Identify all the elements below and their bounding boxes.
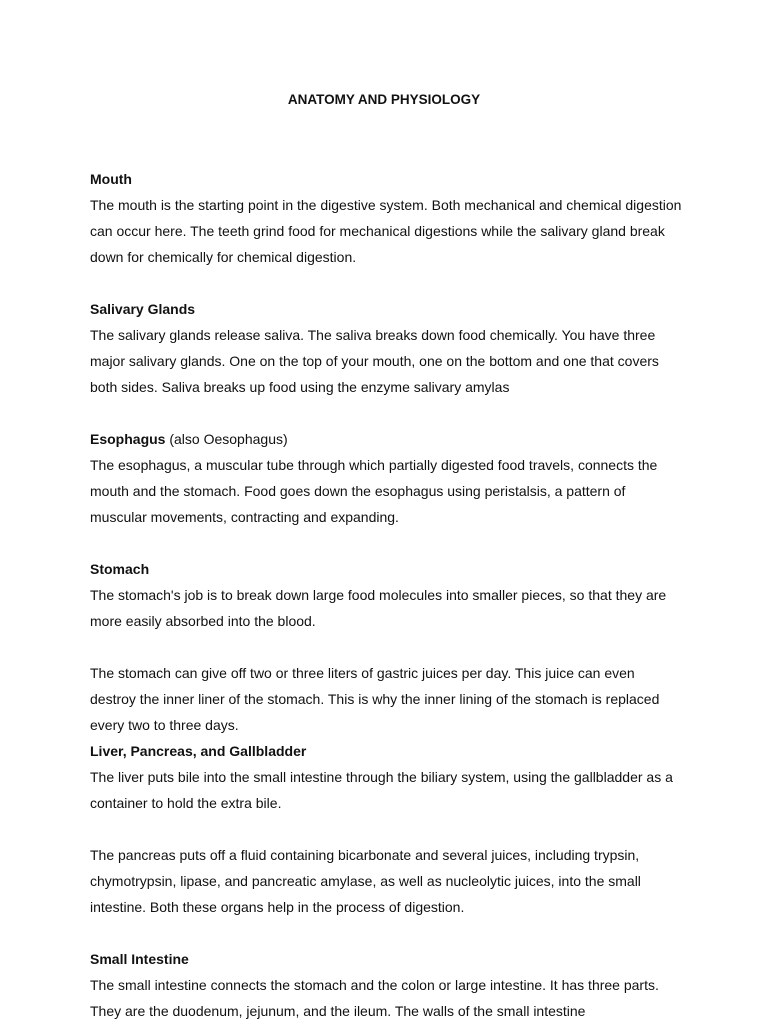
section-paragraph: The stomach can give off two or three liters of gastric juices per day. This juice can even destroy the inner liner of the stomach. This is why the inner lining of the stomach is replaced every two to three days. <box>90 665 660 733</box>
section-liver-pancreas-gallbladder <box>90 738 682 920</box>
section-stomach <box>90 556 682 738</box>
section-mouth <box>90 166 682 270</box>
section-heading: Salivary Glands <box>90 301 196 317</box>
section-heading: Small Intestine <box>90 951 189 967</box>
section-paragraph: The small intestine connects the stomach and the colon or large intestine. It has three parts. They are the duodenum, jejunum, and the ileum. The walls of the small intestine <box>90 977 659 1019</box>
section-paragraph: The salivary glands release saliva. The saliva breaks down food chemically. You have three major salivary glands. One on the top of your mouth, one on the bottom and one that covers both sides. Saliva breaks up food using the enzyme salivary amylas <box>90 327 659 395</box>
section-salivary-glands <box>90 296 682 400</box>
section-heading: Liver, Pancreas, and Gallbladder <box>90 743 307 759</box>
document-title: ANATOMY AND PHYSIOLOGY <box>287 92 481 107</box>
section-paragraph: The stomach's job is to break down large food molecules into smaller pieces, so that they are more easily absorbed into the blood. <box>90 587 667 629</box>
section-esophagus <box>90 426 682 530</box>
section-small-intestine <box>90 946 682 1024</box>
section-paragraph: The pancreas puts off a fluid containing bicarbonate and several juices, including trypsin, chymotrypsin, lipase, and pancreatic amylase, as well as nucleolytic juices, into the small intestine. Both these organs help in the process of digestion. <box>90 847 641 915</box>
section-heading: Stomach <box>90 561 150 577</box>
document-body <box>90 166 682 1024</box>
section-heading: Mouth <box>90 171 132 187</box>
section-heading-line <box>90 426 682 452</box>
section-paragraph: The liver puts bile into the small intestine through the biliary system, using the gallbladder as a container to hold the extra bile. <box>90 769 673 811</box>
heading-note: (also Oesophagus) <box>169 431 288 447</box>
section-paragraph: The esophagus, a muscular tube through which partially digested food travels, connects the mouth and the stomach. Food goes down the esophagus using peristalsis, a pattern of muscular movements, contracting and expanding. <box>90 457 658 525</box>
section-heading: Esophagus <box>90 431 166 447</box>
section-paragraph: The mouth is the starting point in the digestive system. Both mechanical and chemical digestion can occur here. The teeth grind food for mechanical digestions while the salivary gland break down for chemically for chemical digestion. <box>90 197 682 265</box>
